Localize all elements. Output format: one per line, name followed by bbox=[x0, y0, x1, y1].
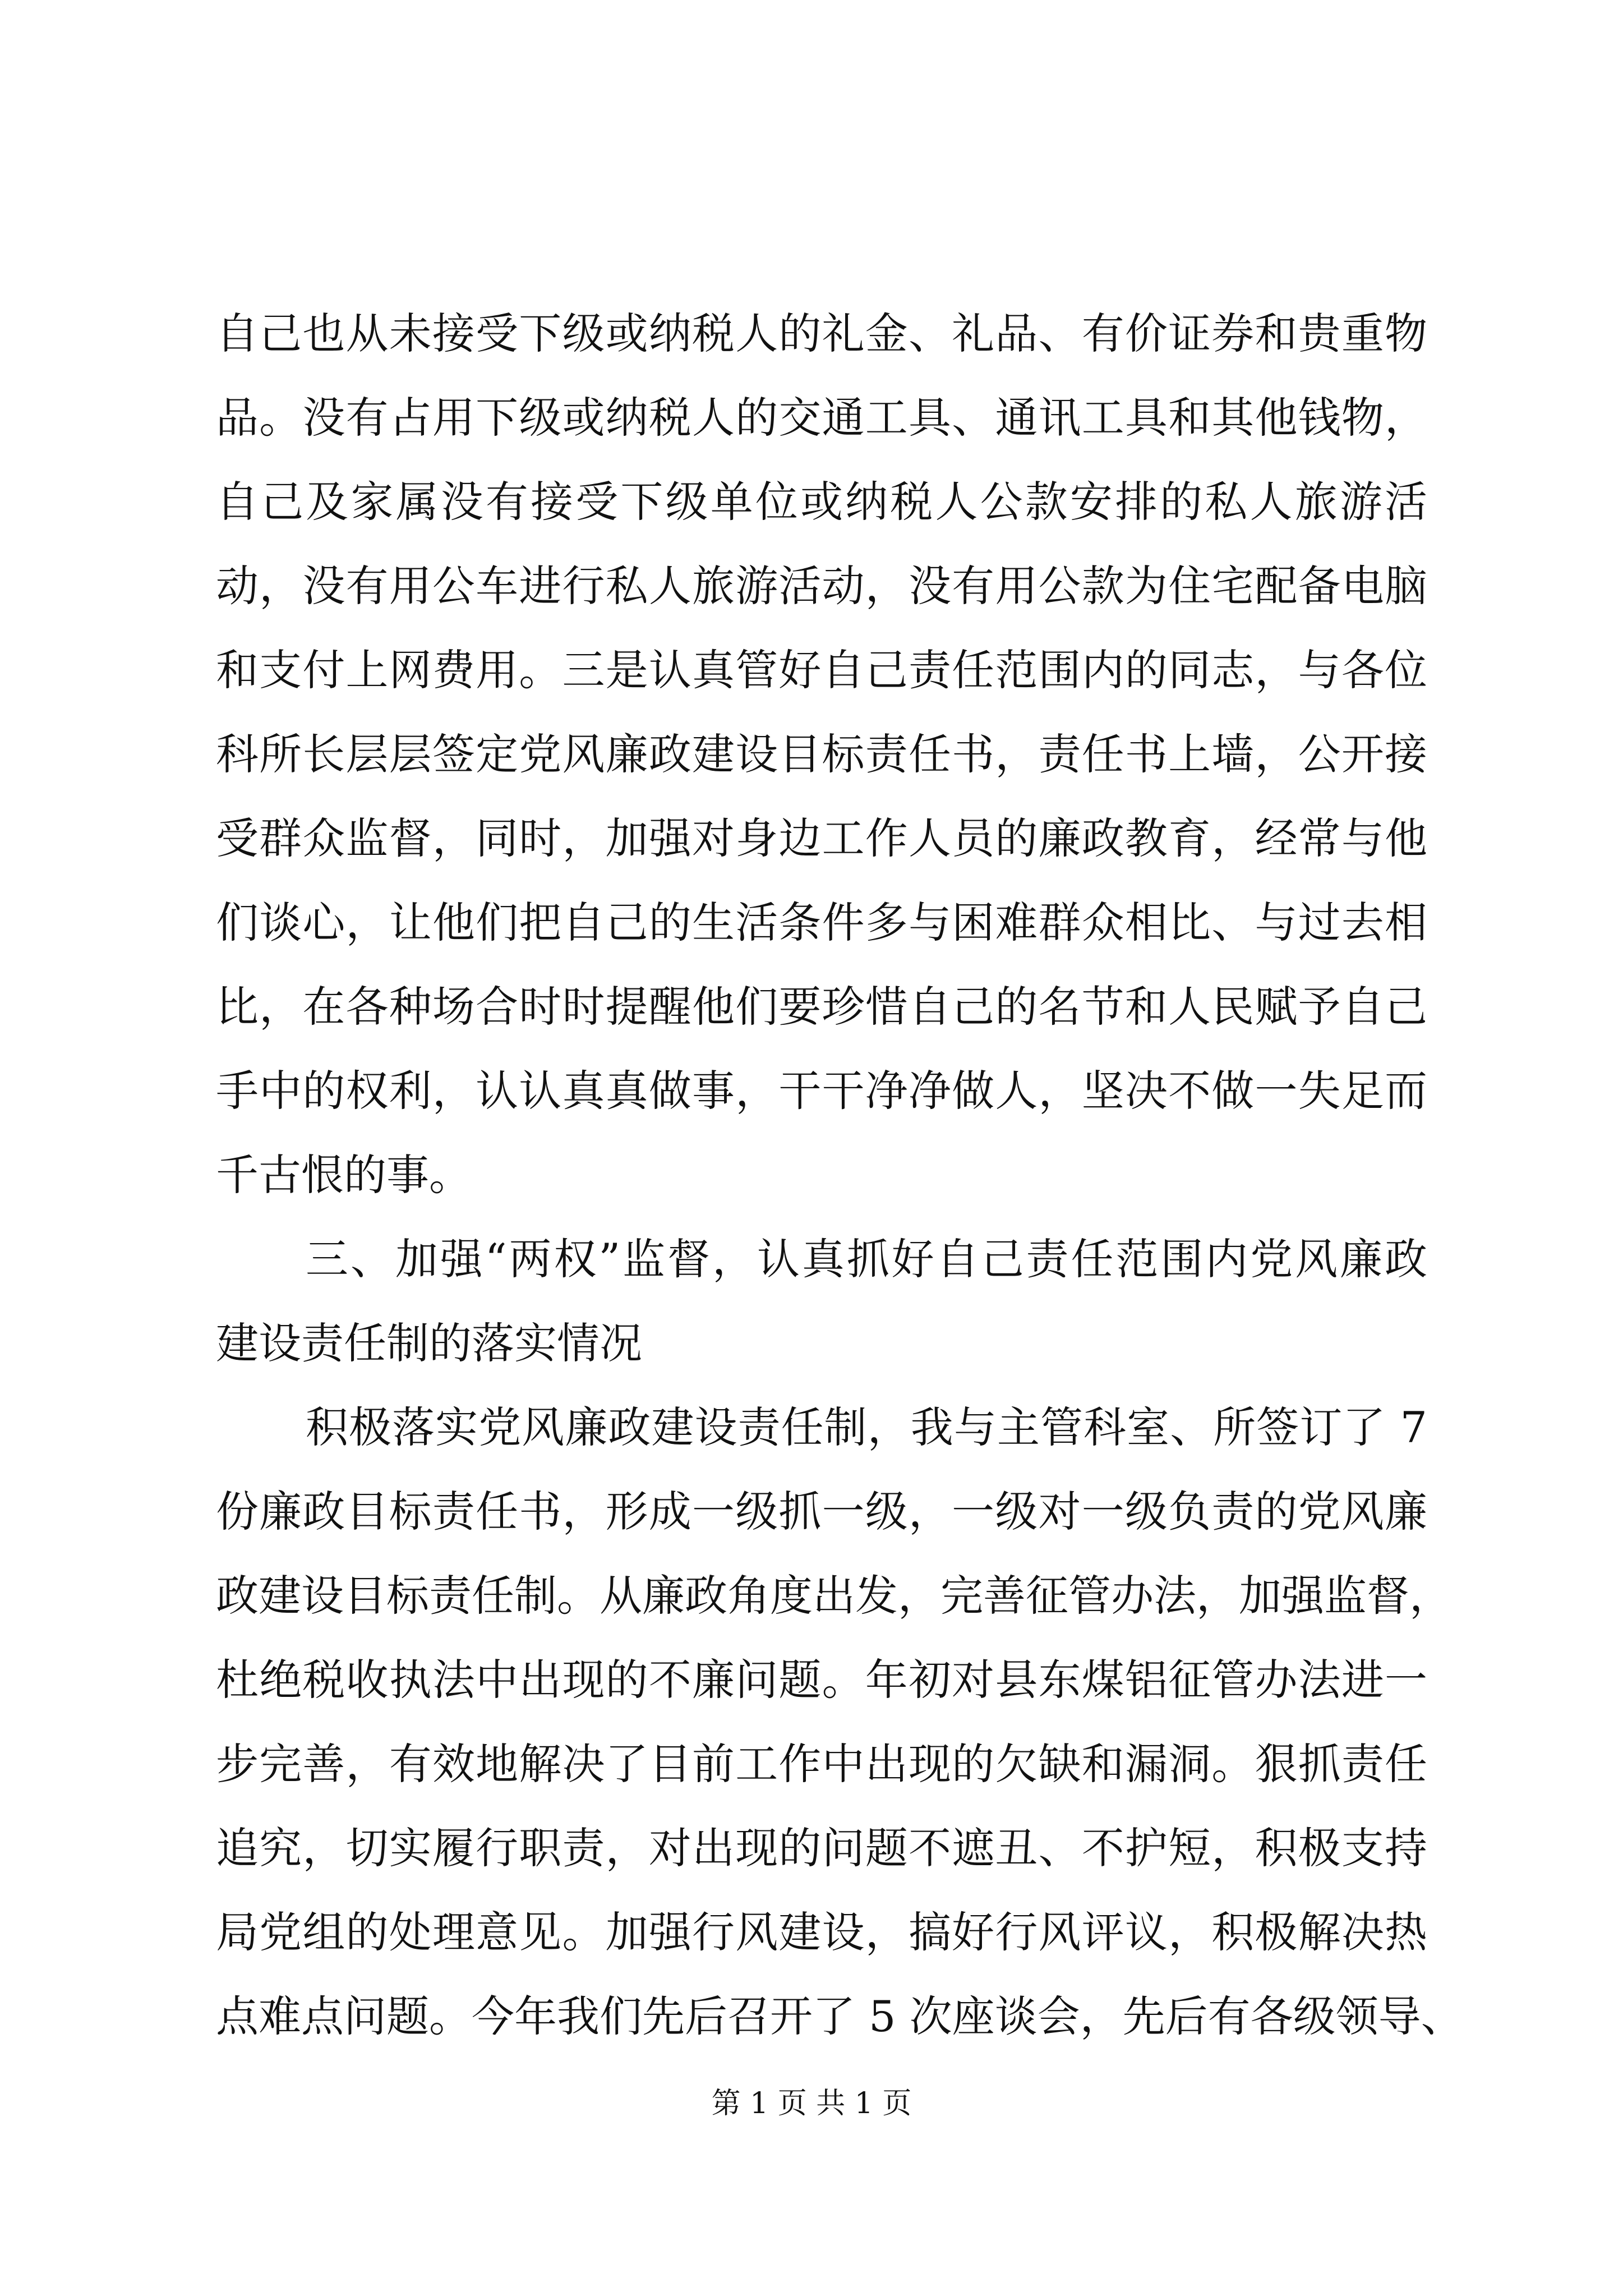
document-body bbox=[216, 292, 1464, 2059]
text-line: 积极落实党风廉政建设责任制，我与主管科室、所签订了 7 bbox=[306, 1402, 1427, 1452]
text-line: 政建设目标责任制。从廉政角度出发，完善征管办法，加强监督， bbox=[216, 1571, 1452, 1621]
paragraph-1 bbox=[216, 292, 1427, 1217]
heading-line: 建设责任制的落实情况 bbox=[216, 1318, 642, 1368]
text-line: 点难点问题。今年我们先后召开了 5 次座谈会，先后有各级领导、 bbox=[216, 1991, 1464, 2041]
text-line: 份廉政目标责任书，形成一级抓一级，一级对一级负责的党风廉 bbox=[216, 1487, 1427, 1536]
text-line: 手中的权利，认认真真做事，干干净净做人，坚决不做一失足而 bbox=[216, 1066, 1427, 1116]
text-line: 自己也从未接受下级或纳税人的礼金、礼品、有价证券和贵重物 bbox=[216, 309, 1427, 358]
text-line: 受群众监督，同时，加强对身边工作人员的廉政教育，经常与他 bbox=[216, 813, 1427, 863]
text-line: 追究，切实履行职责，对出现的问题不遮丑、不护短，积极支持 bbox=[216, 1823, 1427, 1873]
text-line: 杜绝税收执法中出现的不廉问题。年初对县东煤铝征管办法进一 bbox=[216, 1655, 1427, 1705]
text-line: 科所长层层签定党风廉政建设目标责任书，责任书上墙，公开接 bbox=[216, 729, 1427, 779]
text-line: 动，没有用公车进行私人旅游活动，没有用公款为住宅配备电脑 bbox=[216, 561, 1427, 611]
page-footer: 第 1 页 共 1 页 bbox=[711, 2087, 912, 2120]
text-line: 比，在各种场合时时提醒他们要珍惜自己的名节和人民赋予自己 bbox=[216, 982, 1427, 1032]
text-line: 步完善，有效地解决了目前工作中出现的欠缺和漏洞。狠抓责任 bbox=[216, 1739, 1427, 1789]
text-line: 自己及家属没有接受下级单位或纳税人公款安排的私人旅游活 bbox=[216, 477, 1427, 527]
text-line: 局党组的处理意见。加强行风建设，搞好行风评议，积极解决热 bbox=[216, 1907, 1427, 1957]
text-line: 品。没有占用下级或纳税人的交通工具、通讯工具和其他钱物， bbox=[216, 393, 1427, 443]
text-line: 千古恨的事。 bbox=[216, 1150, 472, 1200]
paragraph-2 bbox=[216, 1386, 1464, 2059]
section-heading bbox=[216, 1217, 1427, 1386]
text-line: 们谈心，让他们把自己的生活条件多与困难群众相比、与过去相 bbox=[216, 898, 1427, 947]
text-line: 和支付上网费用。三是认真管好自己责任范围内的同志，与各位 bbox=[216, 645, 1427, 695]
heading-line: 三、加强“两权”监督，认真抓好自己责任范围内党风廉政 bbox=[306, 1234, 1427, 1284]
